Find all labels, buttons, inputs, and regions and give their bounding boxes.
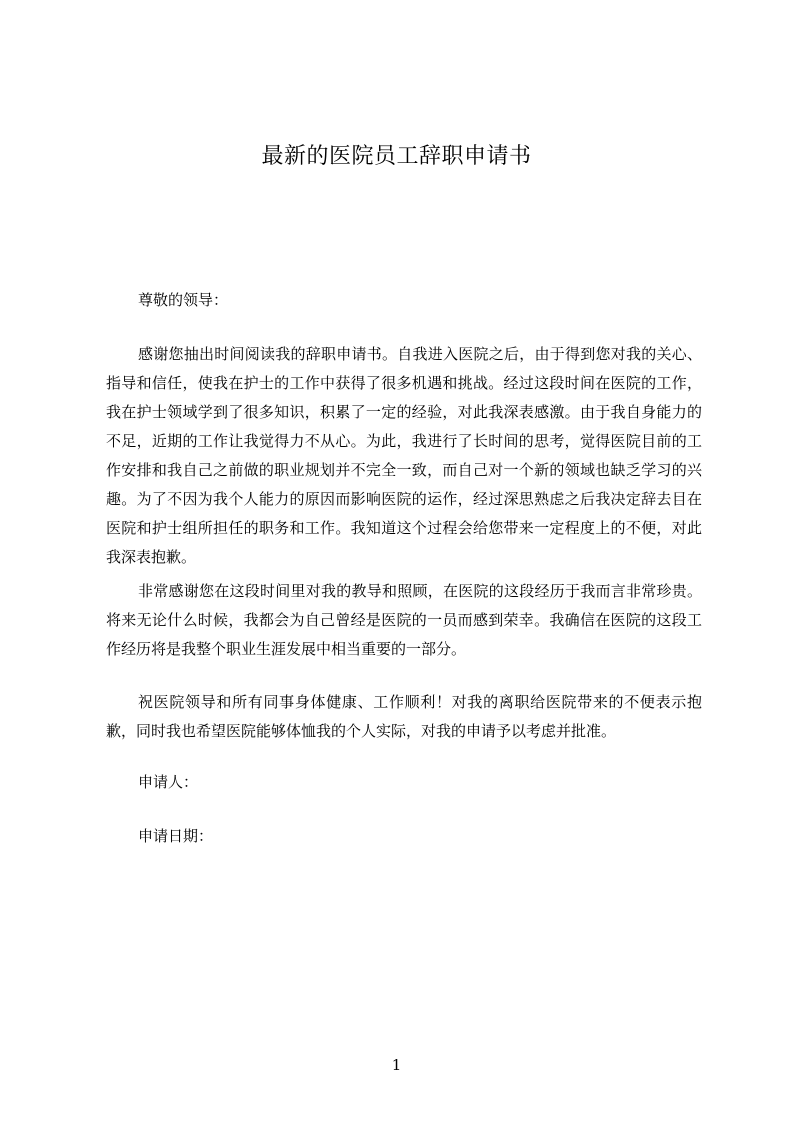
application-date-label: 申请日期： <box>138 827 214 845</box>
body-paragraph-3: 祝医院领导和所有同事身体健康、工作顺利！对我的离职给医院带来的不便表示抱歉，同时我也希望医院能够体恤我的个人实际，对我的申请予以考虑并批准。 <box>106 693 702 740</box>
salutation: 尊敬的领导： <box>138 291 229 309</box>
document-title: 最新的医院员工辞职申请书 <box>261 144 532 169</box>
body-paragraph-2: 非常感谢您在这段时间里对我的教导和照顾，在医院的这段经历于我而言非常珍贵。将来无论什么时候，我都会为自己曾经是医院的一员而感到荣幸。我确信在医院的这段工作经历将是我整个职业生涯发展中相当重要的一部分。 <box>106 582 702 658</box>
page-number: 1 <box>391 1056 402 1074</box>
applicant-label: 申请人： <box>138 773 199 791</box>
body-paragraph-1: 感谢您抽出时间阅读我的辞职申请书。自我进入医院之后，由于得到您对我的关心、指导和信任，使我在护士的工作中获得了很多机遇和挑战。经过这段时间在医院的工作，我在护士领域学到了很多知识，积累了一定的经验，对此我深表感激。由于我自身能力的不足，近期的工作让我觉得力不从心。为此，我进行了长时间的思考，觉得医院目前的工作安排和我自己之前做的职业规划并不完全一致，而自己对一个新的领域也缺乏学习的兴趣。为了不因为我个人能力的原因而影响医院的运作，经过深思熟虑之后我决定辞去目在医院和护士组所担任的职务和工作。我知道这个过程会给您带来一定程度上的不便，对此我深表抱歉。 <box>106 345 702 566</box>
